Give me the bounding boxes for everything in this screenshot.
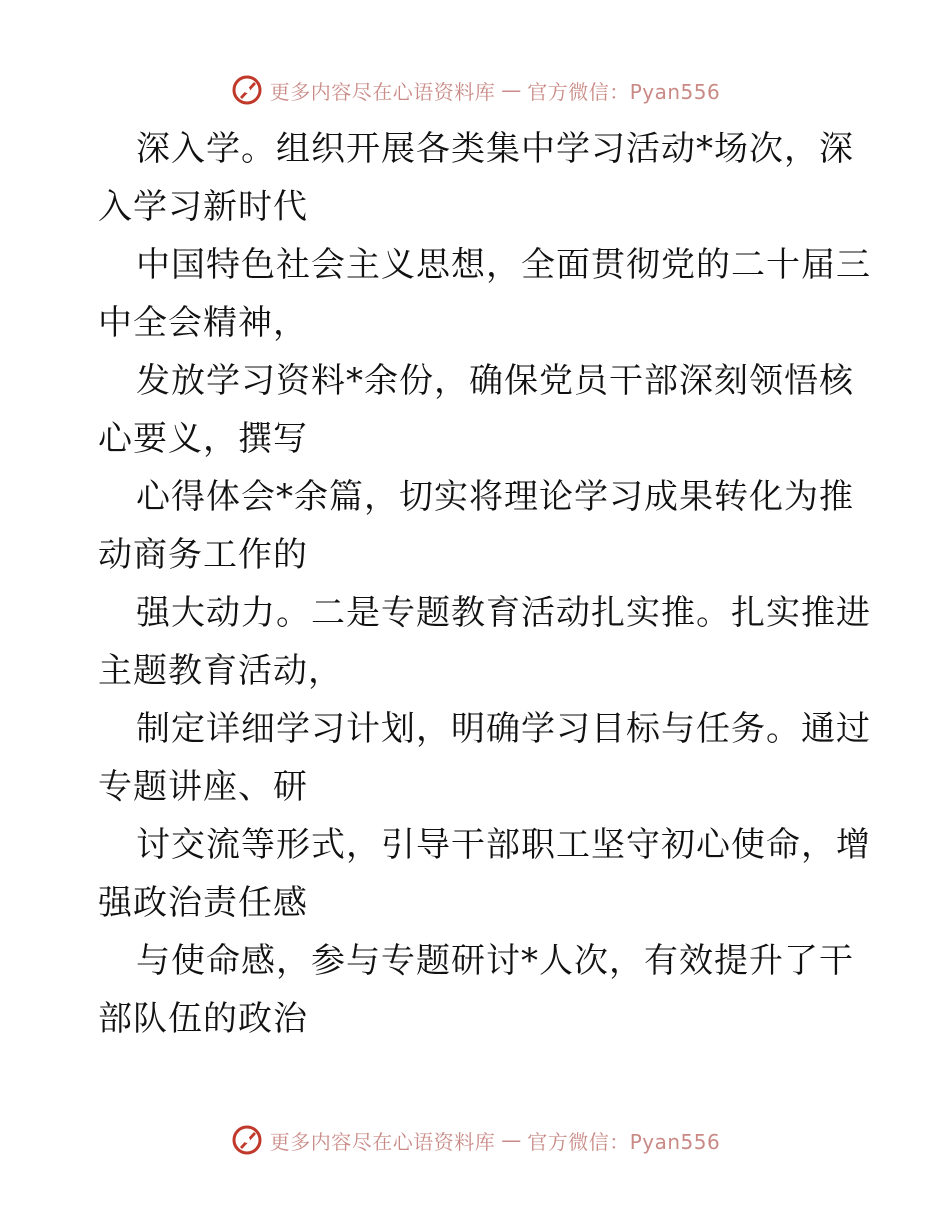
body-line: 主题教育活动，: [98, 651, 343, 691]
banner-separator: —: [501, 78, 522, 102]
footer-banner: [0, 1122, 950, 1158]
document-body: [98, 120, 871, 1048]
quill-logo-icon: [230, 73, 264, 107]
banner-text: 更多内容尽在心语资料库: [269, 79, 496, 104]
body-line: 深入学。组织开展各类集中学习活动*场次，深: [136, 129, 854, 169]
body-line: 讨交流等形式，引导干部职工坚守初心使命，增: [136, 825, 871, 865]
body-line: 强大动力。二是专题教育活动扎实推。扎实推进: [136, 593, 871, 633]
banner-official: 官方微信：Pyan556: [527, 79, 721, 104]
body-line: 制定详细学习计划，明确学习目标与任务。通过: [136, 709, 871, 749]
body-line: 与使命感，参与专题研讨*人次，有效提升了干: [136, 941, 854, 981]
quill-logo-icon: [230, 1123, 264, 1157]
banner-official: 官方微信：Pyan556: [527, 1129, 721, 1154]
banner-separator: —: [501, 1128, 522, 1152]
body-line: 心得体会*余篇，切实将理论学习成果转化为推: [136, 477, 854, 517]
body-line: 中国特色社会主义思想，全面贯彻党的二十届三: [136, 245, 871, 285]
header-banner: [0, 72, 950, 108]
body-line: 发放学习资料*余份，确保党员干部深刻领悟核: [136, 361, 854, 401]
body-line: 专题讲座、研: [98, 767, 308, 807]
body-line: 入学习新时代: [98, 187, 308, 227]
body-line: 强政治责任感: [98, 883, 308, 923]
body-line: 动商务工作的: [98, 535, 308, 575]
body-line: 心要义，撰写: [98, 419, 308, 459]
body-line: 中全会精神，: [98, 303, 308, 343]
banner-text: 更多内容尽在心语资料库: [269, 1129, 496, 1154]
body-line: 部队伍的政治: [98, 999, 308, 1039]
